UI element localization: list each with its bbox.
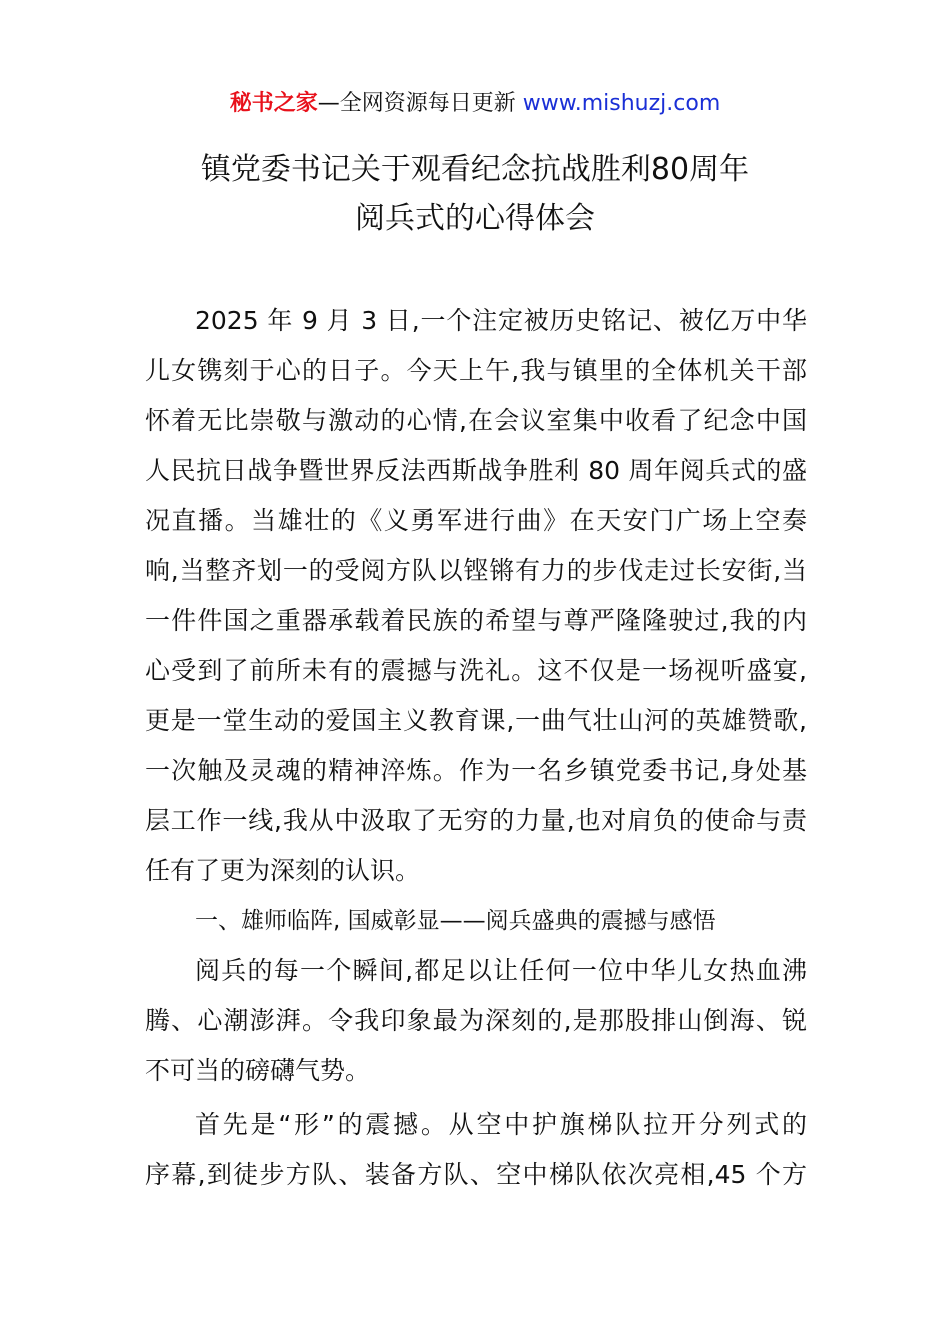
paragraph-line: 不可当的磅礴气势。: [145, 1056, 371, 1085]
document-body: [145, 296, 807, 1200]
paragraph-intro: [145, 296, 807, 896]
paragraph-line: 怀着无比崇敬与激动的心情,在会议室集中收看了纪念中国: [145, 406, 807, 435]
paragraph-line: 儿女镌刻于心的日子。今天上午,我与镇里的全体机关干部: [145, 356, 807, 385]
title-line-2: 阅兵式的心得体会: [355, 201, 595, 236]
paragraph-line: 况直播。当雄壮的《义勇军进行曲》在天安门广场上空奏: [145, 506, 807, 535]
paragraph-line: 一件件国之重器承载着民族的希望与尊严隆隆驶过,我的内: [145, 606, 807, 635]
paragraph-section-1: [145, 946, 807, 1096]
paragraph-form-shock: [145, 1100, 807, 1200]
paragraph-line: 序幕,到徒步方队、装备方队、空中梯队依次亮相,45 个方: [145, 1160, 807, 1189]
paragraph-line: 层工作一线,我从中汲取了无穷的力量,也对肩负的使命与责: [145, 806, 807, 835]
paragraph-line: 2025 年 9 月 3 日,一个注定被历史铭记、被亿万中华: [195, 306, 807, 335]
paragraph-line: 阅兵的每一个瞬间,都足以让任何一位中华儿女热血沸: [195, 956, 807, 985]
paragraph-line: 响,当整齐划一的受阅方队以铿锵有力的步伐走过长安街,当: [145, 556, 807, 585]
title-line-1: 镇党委书记关于观看纪念抗战胜利80周年: [200, 152, 750, 187]
paragraph-line: 人民抗日战争暨世界反法西斯战争胜利 80 周年阅兵式的盛: [145, 456, 807, 485]
section-heading: 一、雄师临阵, 国威彰显——阅兵盛典的震撼与感悟: [195, 908, 716, 934]
paragraph-line: 心受到了前所未有的震撼与洗礼。这不仅是一场视听盛宴,: [145, 656, 807, 685]
paragraph-line: 任有了更为深刻的认识。: [145, 856, 421, 885]
site-url-link[interactable]: www.mishuzj.com: [522, 91, 721, 116]
paragraph-line: 一次触及灵魂的精神淬炼。作为一名乡镇党委书记,身处基: [145, 756, 807, 785]
site-header: [0, 88, 950, 120]
document-title: [0, 145, 950, 243]
paragraph-line: 首先是“形”的震撼。从空中护旗梯队拉开分列式的: [195, 1110, 807, 1139]
paragraph-line: 更是一堂生动的爱国主义教育课,一曲气壮山河的英雄赞歌,: [145, 706, 807, 735]
site-tagline: —全网资源每日更新: [317, 91, 516, 116]
paragraph-line: 腾、心潮澎湃。令我印象最为深刻的,是那股排山倒海、锐: [145, 1006, 807, 1035]
site-brand: 秘书之家: [229, 91, 318, 116]
